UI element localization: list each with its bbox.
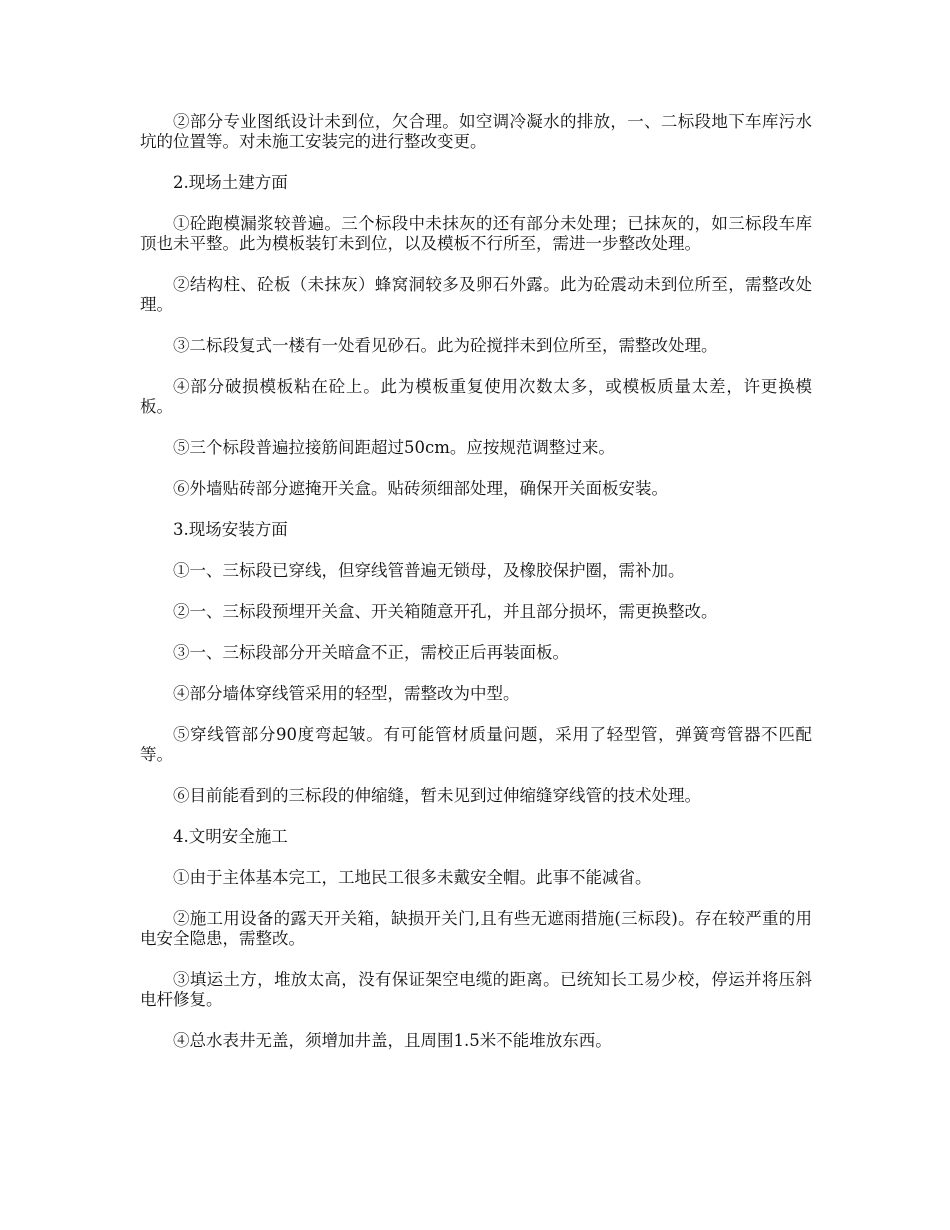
paragraph-light-conduit: ④部分墙体穿线管采用的轻型，需整改为中型。: [173, 684, 520, 703]
paragraph-damaged-formwork: ④部分破损模板粘在砼上。此为模板重复使用次数太多，或模板质量太差，许更换模板。: [140, 377, 812, 416]
document-body: [140, 112, 812, 1072]
paragraph-switch-box-holes: ②一、三标段预埋开关盒、开关箱随意开孔，并且部分损坏，需更换整改。: [173, 602, 718, 621]
paragraph-gravel: ③二标段复式一楼有一处看见砂石。此为砼搅拌未到位所至，需整改处理。: [173, 336, 718, 355]
paragraph-switch-boxes-outdoor: ②施工用设备的露天开关箱，缺损开关门,且有些无遮雨措施(三标段)。存在较严重的用电安全隐患，需整改。: [140, 909, 812, 948]
section-heading-civil: 2.现场土建方面: [173, 173, 288, 192]
paragraph-tile-switch: ⑥外墙贴砖部分遮掩开关盒。贴砖须细部处理，确保开关面板安装。: [173, 479, 668, 498]
paragraph-tie-bar: ⑤三个标段普遍拉接筋间距超过50cm。应按规范调整过来。: [173, 438, 615, 457]
section-heading-installation: 3.现场安装方面: [173, 520, 288, 539]
paragraph-water-meter: ④总水表井无盖，须增加井盖，且周围1.5米不能堆放东西。: [173, 1031, 612, 1050]
paragraph-conduit-locknut: ①一、三标段已穿线，但穿线管普遍无锁母，及橡胶保护圈，需补加。: [173, 561, 685, 580]
paragraph-honeycomb: ②结构柱、砼板（未抹灰）蜂窝洞较多及卵石外露。此为砼震动未到位所至，需整改处理。: [140, 275, 812, 314]
paragraph-helmets: ①由于主体基本完工，工地民工很多未戴安全帽。此事不能减省。: [173, 868, 652, 887]
paragraph-earthwork: ③填运土方，堆放太高，没有保证架空电缆的距离。已统知长工易少校，停运并将压斜电杆修复。: [140, 970, 812, 1009]
paragraph-expansion-joint: ⑥目前能看到的三标段的伸缩缝，暂未见到过伸缩缝穿线管的技术处理。: [173, 786, 701, 805]
paragraph-drawing-design: ②部分专业图纸设计未到位，欠合理。如空调冷凝水的排放，一、二标段地下车库污水坑的位置等。对未施工安装完的进行整改变更。: [140, 112, 812, 151]
paragraph-switch-box-align: ③一、三标段部分开关暗盒不正，需校正后再装面板。: [173, 643, 569, 662]
paragraph-formwork-leak: ①砼跑模漏浆较普遍。三个标段中未抹灰的还有部分未处理；已抹灰的，如三标段车库顶也未平整。此为模板装钉未到位，以及模板不行所至，需进一步整改处理。: [140, 214, 812, 253]
paragraph-conduit-bend: ⑤穿线管部分90度弯起皱。有可能管材质量问题，采用了轻型管，弹簧弯管器不匹配等。: [140, 725, 812, 764]
section-heading-safety: 4.文明安全施工: [173, 827, 288, 846]
